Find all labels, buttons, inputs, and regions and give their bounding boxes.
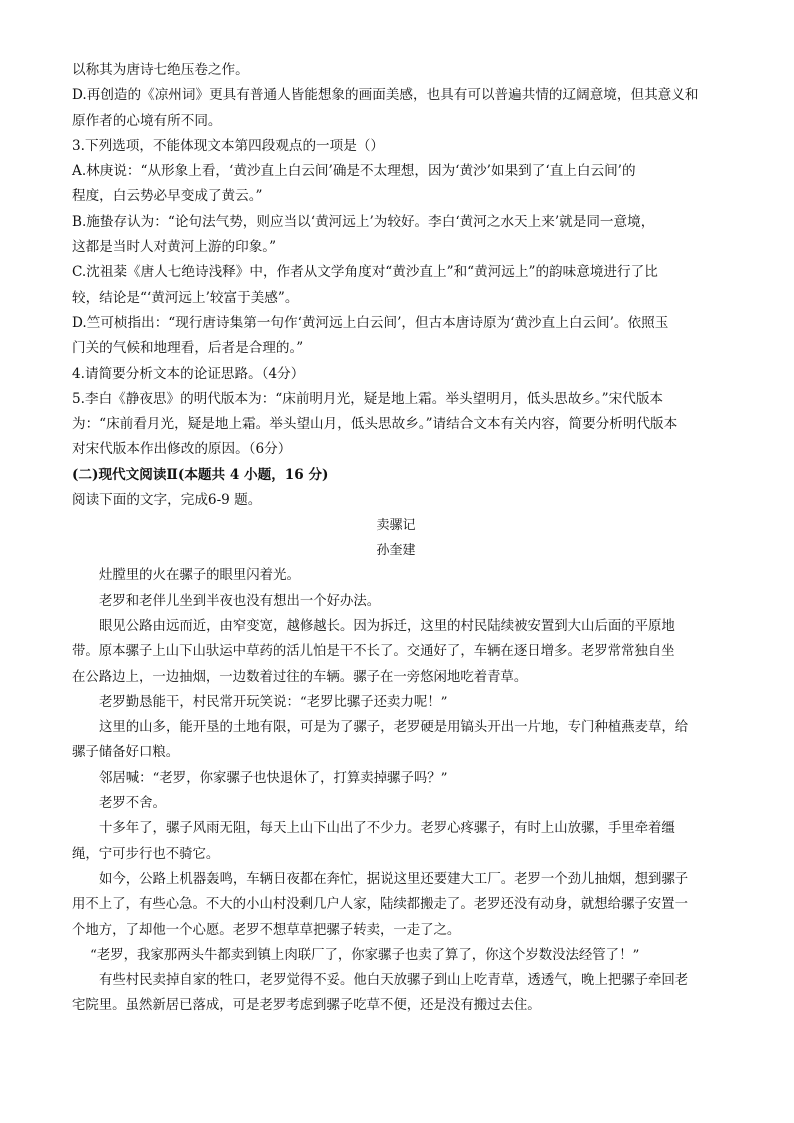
option-c-line: C.沈祖棻《唐人七绝诗浅释》中，作者从文学角度对“黄沙直上”和“黄河远上”的韵味意境进行了比 xyxy=(72,264,658,281)
story-author: 孙奎建 xyxy=(376,543,416,559)
story-line: 十多年了，骡子风雨无阻，每天上山下山出了不少力。老罗心疼骡子，有时上山放骡，手里牵着缰 xyxy=(99,821,675,837)
instruction: 阅读下面的文字，完成6-9 题。 xyxy=(72,492,262,509)
story-line: 有些村民卖掉自家的牲口，老罗觉得不妥。他白天放骡子到山上吃青草，透透气，晚上把骡子牵回老 xyxy=(99,973,689,989)
text-line: 对宋代版本作出修改的原因。（6分） xyxy=(72,441,292,458)
story-line: 老罗和老伴儿坐到半夜也没有想出一个好办法。 xyxy=(99,593,381,609)
story-line: 眼见公路由远而近，由窄变宽，越修越长。因为拆迁，这里的村民陆续被安置到大山后面的平原地 xyxy=(99,618,675,634)
story-title: 卖骡记 xyxy=(376,518,416,534)
option-d-line: D.再创造的《凉州词》更具有普通人皆能想象的画面美感，也具有可以普遍共情的辽阔意境，但其意义和 xyxy=(72,87,699,104)
text-line: 较，结论是“‘黄河远上’较富于美感”。 xyxy=(72,289,299,306)
story-line: 用不上了，有些心急。不大的小山村没剩几户人家，陆续都搬走了。老罗还没有动身，就想给骡子安置一 xyxy=(72,897,688,913)
option-b-line: B.施蛰存认为：“论句法气势，则应当以‘黄河远上’为较好。李白‘黄河之水天上来’就是同一意境， xyxy=(72,213,655,230)
story-line: 如今，公路上机器轰鸣，车辆日夜都在奔忙，据说这里还要建大工厂。老罗一个劲儿抽烟，想到骡子 xyxy=(99,871,689,887)
story-line: 灶膛里的火在骡子的眼里闪着光。 xyxy=(99,568,300,584)
story-line: 在公路边上，一边抽烟，一边数着过往的车辆。骡子在一旁悠闲地吃着青草。 xyxy=(72,669,528,685)
document-page xyxy=(72,58,720,1019)
story-line: “老罗，我家那两头牛都卖到镇上肉联厂了，你家骡子也卖了算了，你这个岁数没法经管了！” xyxy=(90,947,640,963)
text-line: 程度，白云势必早变成了黄云。” xyxy=(72,188,263,205)
story-line: 老罗勤恳能干，村民常开玩笑说：“老罗比骡子还卖力呢！” xyxy=(99,694,448,710)
story-line: 宅院里。虽然新居已落成，可是老罗考虑到骡子吃草不便，还是没有搬过去住。 xyxy=(72,998,541,1014)
text-line: 门关的气候和地理看，后者是合理的。” xyxy=(72,340,304,357)
story-line: 带。原本骡子上山下山驮运中草药的活儿怕是干不长了。交通好了，车辆在逐日增多。老罗常常独自坐 xyxy=(72,644,675,660)
text-line: 为：“床前看月光，疑是地上霜。举头望山月，低头思故乡。”请结合文本有关内容，简要分析明代版本 xyxy=(72,416,678,433)
question-5: 5.李白《静夜思》的明代版本为：“床前明月光，疑是地上霜。举头望明月，低头思故乡。”宋代版本 xyxy=(72,390,664,407)
story-line: 骡子储备好口粮。 xyxy=(72,745,180,761)
text-line: 这都是当时人对黄河上游的印象。” xyxy=(72,239,277,256)
text-line: 原作者的心境有所不同。 xyxy=(72,112,222,129)
story-line: 老罗不舍。 xyxy=(99,796,166,812)
text-line: 以称其为唐诗七绝压卷之作。 xyxy=(72,62,249,78)
questions-block xyxy=(72,58,720,463)
section-heading: (二)现代文阅读Ⅱ(本题共 4 小题，16 分) xyxy=(72,466,329,483)
option-a-line: A.林庚说：“从形象上看，‘黄沙直上白云间’确是不太理想，因为‘黄沙’如果到了‘直上白云间’的 xyxy=(72,163,636,180)
story-line: 个地方，了却他一个心愿。老罗不想草草把骡子转卖，一走了之。 xyxy=(72,922,461,938)
option-d-line: D.竺可桢指出：“现行唐诗集第一句作‘黄河远上白云间’，但古本唐诗原为‘黄沙直上白云间’。依照玉 xyxy=(72,314,669,331)
question-4: 4.请简要分析文本的论证思路。（4分） xyxy=(72,365,305,382)
story-line: 这里的山多，能开垦的土地有限，可是为了骡子，老罗硬是用镐头开出一片地，专门种植燕麦草，给 xyxy=(99,720,689,736)
story-line: 邻居喊：“老罗，你家骡子也快退休了，打算卖掉骡子吗？” xyxy=(99,770,448,786)
story xyxy=(72,513,720,1018)
question-3: 3.下列选项，不能体现文本第四段观点的一项是（） xyxy=(72,137,385,154)
story-line: 绳，宁可步行也不骑它。 xyxy=(72,846,220,862)
